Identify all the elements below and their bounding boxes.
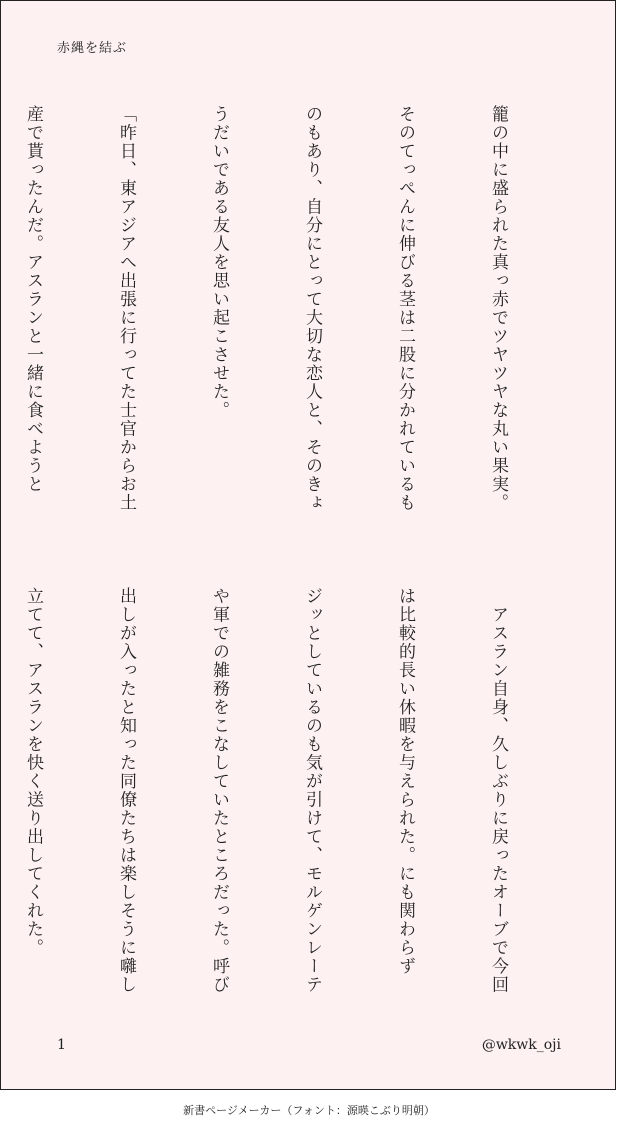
story-title: 赤縄を結ぶ — [57, 41, 128, 56]
text-line: アスラン自身、久しぶりに戻ったオーブで今回 — [488, 587, 508, 994]
page-number: 1 — [57, 1037, 66, 1053]
text-line: 産で貰ったんだ。アスランと一緒に食べようと — [23, 105, 43, 494]
text-line: 出しが入ったと知った同僚たちは楽しそうに囃し — [116, 587, 136, 994]
lower-text-block — [0, 587, 575, 1017]
text-line: ジッとしているのも気が引けて、モルゲンレーテ — [302, 587, 322, 994]
text-line: のもあり、自分にとって大切な恋人と、そのきょ — [302, 105, 322, 512]
upper-text-block — [0, 105, 575, 535]
author-handle: @wkwk_oji — [481, 1037, 561, 1053]
text-line: うだいである友人を思い起こさせた。 — [209, 105, 229, 420]
text-line: そのてっぺんに伸びる茎は二股に分かれているも — [395, 105, 415, 512]
text-line: 「昨日、東アジアへ出張に行ってた士官からお土 — [116, 105, 136, 512]
text-line: は比較的長い休暇を与えられた。にも関わらず — [395, 587, 415, 976]
text-line: 立てて、アスランを快く送り出してくれた。 — [23, 587, 43, 957]
generator-credit: 新書ページメーカー（フォント：源暎こぶり明朝） — [183, 1104, 435, 1117]
text-line: 籠の中に盛られた真っ赤でツヤツヤな丸い果実。 — [488, 105, 508, 512]
text-line: や軍での雑務をこなしていたところだった。呼び — [209, 587, 229, 994]
